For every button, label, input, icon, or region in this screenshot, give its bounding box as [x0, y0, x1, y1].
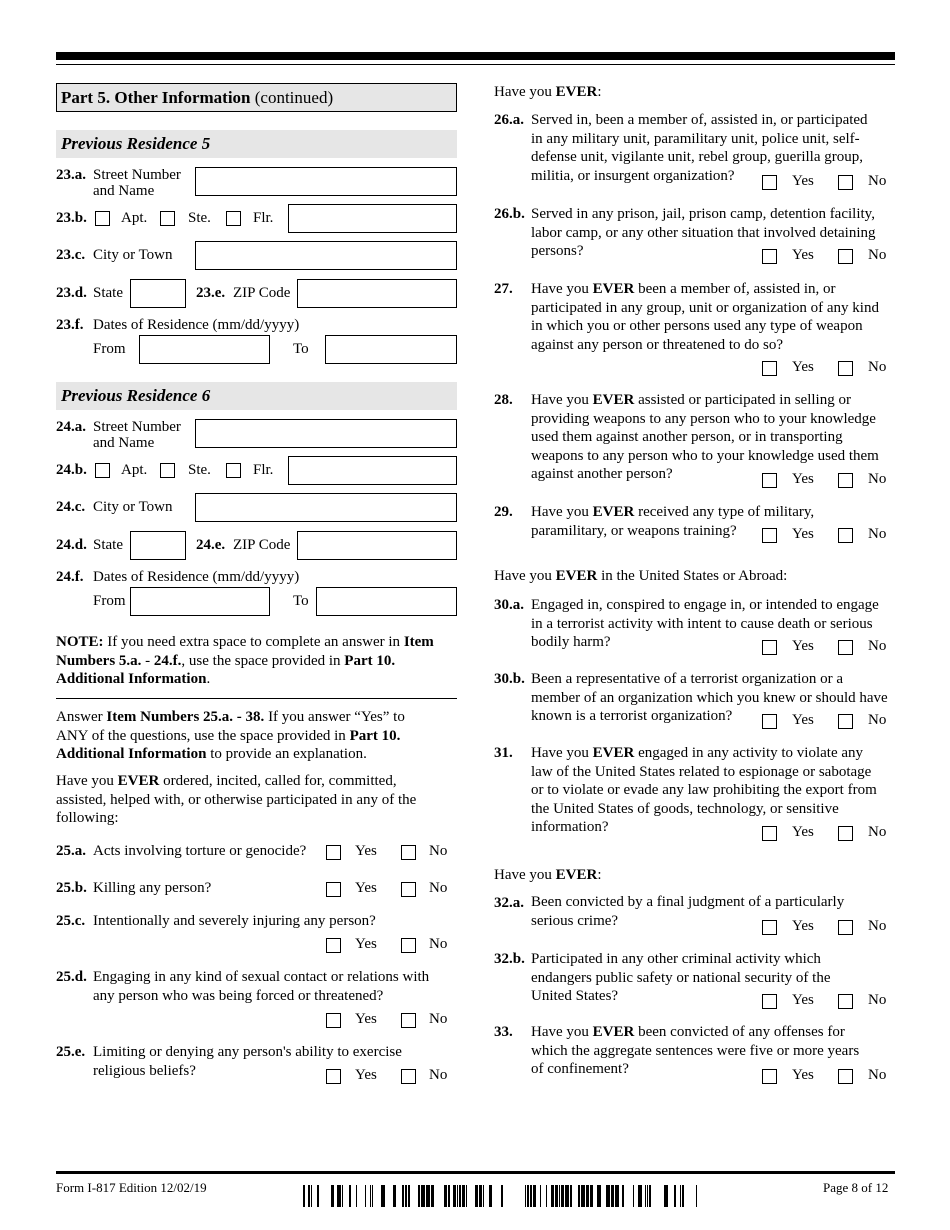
street-name-input[interactable] — [195, 167, 457, 196]
question-text: Been convicted by a final judgment of a particularly serious crime? — [531, 894, 845, 929]
item-number: 23.a. — [56, 167, 86, 183]
city-input[interactable] — [195, 241, 457, 270]
barcode-bar — [559, 1185, 560, 1207]
barcode-bar — [615, 1185, 619, 1207]
unit-number-input[interactable] — [288, 204, 457, 233]
barcode-bar — [483, 1185, 484, 1207]
barcode-bar — [431, 1185, 434, 1207]
question-number: 33. — [494, 1024, 513, 1040]
barcode-bar — [501, 1185, 503, 1207]
question-number: 26.b. — [494, 206, 525, 222]
from-date-input[interactable] — [139, 335, 270, 364]
no-checkbox[interactable] — [401, 1013, 416, 1028]
flr-checkbox[interactable] — [226, 211, 241, 226]
question-number: 31. — [494, 745, 513, 761]
yes-checkbox[interactable] — [762, 175, 777, 190]
yes-checkbox[interactable] — [326, 845, 341, 860]
yes-checkbox[interactable] — [326, 1069, 341, 1084]
barcode-bar — [527, 1185, 529, 1207]
barcode-bar — [489, 1185, 492, 1207]
city-input[interactable] — [195, 493, 457, 522]
item-number: 23.c. — [56, 247, 86, 263]
no-label: No — [429, 1011, 448, 1027]
question-number: 30.a. — [494, 597, 524, 613]
barcode-bar — [525, 1185, 526, 1207]
barcode-bar — [546, 1185, 547, 1207]
field-label: ZIP Code — [233, 285, 291, 301]
barcode-bar — [349, 1185, 351, 1207]
no-checkbox[interactable] — [838, 175, 853, 190]
question-number: 25.d. — [56, 969, 87, 985]
zip-input[interactable] — [297, 279, 457, 308]
no-checkbox[interactable] — [838, 361, 853, 376]
no-label: No — [868, 247, 887, 263]
barcode-bar — [622, 1185, 624, 1207]
yes-label: Yes — [792, 638, 814, 654]
field-label: State — [93, 285, 123, 301]
barcode-bar — [405, 1185, 407, 1207]
barcode-bar — [570, 1185, 572, 1207]
barcode-bar — [565, 1185, 569, 1207]
no-checkbox[interactable] — [838, 1069, 853, 1084]
ste-label: Ste. — [188, 462, 211, 478]
to-label: To — [293, 593, 309, 609]
question-text: Served in, been a member of, assisted in, or participated in any military unit, paramilitary unit, police unit, self- defense unit, vigilante unit, rebel group, guerilla group, militia, or insurgent organization? — [531, 112, 868, 184]
item-number: 24.b. — [56, 462, 87, 478]
yes-label: Yes — [355, 936, 377, 952]
yes-label: Yes — [355, 843, 377, 859]
note-paragraph: NOTE: If you need extra space to complete an answer in Item Numbers 5.a. - 24.f., use the space provided in Part 10. Additional Information. — [56, 634, 434, 687]
question-text: Engaging in any kind of sexual contact or relations with — [93, 969, 430, 985]
barcode-bar — [317, 1185, 319, 1207]
no-checkbox[interactable] — [838, 714, 853, 729]
have-you-ever-heading: Have you EVER in the United States or Abroad: — [494, 568, 788, 584]
barcode-bar — [581, 1185, 585, 1207]
flr-label: Flr. — [253, 462, 274, 478]
barcode-bar — [590, 1185, 593, 1207]
barcode-bar — [633, 1185, 634, 1207]
page-number: Page 8 of 12 — [823, 1180, 889, 1195]
no-checkbox[interactable] — [838, 473, 853, 488]
yes-label: Yes — [355, 1067, 377, 1083]
have-you-ever-heading: Have you EVER: — [494, 867, 602, 883]
ever-intro-paragraph: Have you EVER ordered, incited, called for, committed, assisted, helped with, or otherwise participated in any of the following: — [56, 773, 417, 826]
question-number: 32.a. — [494, 895, 524, 911]
section-divider — [56, 698, 457, 699]
part-header — [56, 83, 457, 112]
barcode-bar — [402, 1185, 404, 1207]
yes-label: Yes — [792, 526, 814, 542]
no-checkbox[interactable] — [838, 249, 853, 264]
question-text: Engaged in, conspired to engage in, or intended to engage in a terrorist activity with intent to cause death or serious bodily harm? — [531, 597, 879, 650]
question-text: Have you EVER been convicted of any offenses for which the aggregate sentences were five or more years of confinement? — [531, 1024, 860, 1077]
no-checkbox[interactable] — [838, 826, 853, 841]
question-text: Have you EVER been a member of, assisted in, or participated in any group, unit or organization of any kind in which you or other persons used any type of weapon against any person or threatened to do so? — [531, 281, 879, 353]
barcode-bar — [426, 1185, 430, 1207]
no-checkbox[interactable] — [401, 882, 416, 897]
question-text: any person who was being forced or threatened? — [93, 988, 384, 1004]
form-edition: Form I-817 Edition 12/02/19 — [56, 1180, 207, 1195]
barcode-bar — [680, 1185, 681, 1207]
yes-label: Yes — [355, 1011, 377, 1027]
no-label: No — [429, 843, 448, 859]
item-number: 23.d. — [56, 285, 87, 301]
barcode-bar — [530, 1185, 532, 1207]
question-number: 25.b. — [56, 880, 87, 896]
field-label: Dates of Residence (mm/dd/yyyy) — [93, 569, 300, 585]
barcode-bar — [647, 1185, 648, 1207]
no-label: No — [868, 1067, 887, 1083]
barcode-bar — [370, 1185, 371, 1207]
to-date-input[interactable] — [325, 335, 457, 364]
from-label: From — [93, 341, 126, 357]
no-label: No — [868, 712, 887, 728]
barcode-bar — [393, 1185, 396, 1207]
field-label: and Name — [93, 435, 155, 451]
yes-checkbox[interactable] — [326, 882, 341, 897]
barcode-bar — [540, 1185, 541, 1207]
yes-label: Yes — [792, 712, 814, 728]
barcode-bar — [331, 1185, 334, 1207]
field-label: Street Number — [93, 419, 181, 435]
field-label: State — [93, 537, 123, 553]
yes-checkbox[interactable] — [762, 826, 777, 841]
field-label: City or Town — [93, 499, 173, 515]
zip-input[interactable] — [297, 531, 457, 560]
yes-checkbox[interactable] — [762, 1069, 777, 1084]
yes-checkbox[interactable] — [762, 994, 777, 1009]
barcode-bar — [444, 1185, 447, 1207]
question-text: Have you EVER engaged in any activity to violate any law of the United States related to espionage or sabotage or to violate or evade any law prohibiting the export from the United States of goods, technology, or sensitive information? — [531, 745, 877, 835]
barcode-bar — [586, 1185, 589, 1207]
barcode-bar — [356, 1185, 357, 1207]
item-number: 24.e. — [196, 537, 226, 553]
yes-label: Yes — [792, 173, 814, 189]
barcode-bar — [418, 1185, 420, 1207]
question-number: 25.e. — [56, 1044, 86, 1060]
ste-checkbox[interactable] — [160, 211, 175, 226]
flr-label: Flr. — [253, 210, 274, 226]
yes-checkbox[interactable] — [326, 938, 341, 953]
barcode-bar — [342, 1185, 343, 1207]
yes-checkbox[interactable] — [762, 249, 777, 264]
barcode-bar — [638, 1185, 642, 1207]
no-label: No — [868, 359, 887, 375]
question-number: 26.a. — [494, 112, 524, 128]
apt-checkbox[interactable] — [95, 463, 110, 478]
yes-label: Yes — [355, 880, 377, 896]
no-label: No — [868, 638, 887, 654]
no-label: No — [429, 880, 448, 896]
barcode-bar — [448, 1185, 450, 1207]
instructions-paragraph: Answer Item Numbers 25.a. - 38. If you answer “Yes” to ANY of the questions, use the space provided in Part 10. Additional Information to provide an explanation. — [56, 709, 405, 762]
field-label: and Name — [93, 183, 155, 199]
no-checkbox[interactable] — [838, 640, 853, 655]
barcode-bar — [365, 1185, 366, 1207]
barcode-bar — [555, 1185, 558, 1207]
top-rule-thick — [56, 52, 895, 60]
barcode-image — [303, 1185, 707, 1207]
barcode-bar — [421, 1185, 425, 1207]
apt-label: Apt. — [121, 462, 148, 478]
from-label: From — [93, 593, 126, 609]
have-you-ever-heading: Have you EVER: — [494, 84, 602, 100]
question-text: Limiting or denying any person's ability to exercise — [93, 1044, 402, 1060]
yes-checkbox[interactable] — [762, 528, 777, 543]
barcode-bar — [606, 1185, 610, 1207]
no-label: No — [868, 992, 887, 1008]
yes-checkbox[interactable] — [762, 473, 777, 488]
no-label: No — [429, 936, 448, 952]
item-number: 23.f. — [56, 317, 84, 333]
flr-checkbox[interactable] — [226, 463, 241, 478]
top-rule-thin — [56, 64, 895, 65]
barcode-bar — [533, 1185, 536, 1207]
to-label: To — [293, 341, 309, 357]
yes-checkbox[interactable] — [762, 714, 777, 729]
no-checkbox[interactable] — [838, 920, 853, 935]
no-label: No — [868, 824, 887, 840]
yes-label: Yes — [792, 471, 814, 487]
barcode-bar — [381, 1185, 385, 1207]
no-label: No — [429, 1067, 448, 1083]
item-number: 23.b. — [56, 210, 87, 226]
barcode-bar — [303, 1185, 305, 1207]
question-number: 30.b. — [494, 671, 525, 687]
yes-checkbox[interactable] — [762, 361, 777, 376]
state-input[interactable] — [130, 531, 186, 560]
yes-label: Yes — [792, 247, 814, 263]
no-label: No — [868, 918, 887, 934]
item-number: 24.d. — [56, 537, 87, 553]
apt-label: Apt. — [121, 210, 148, 226]
no-label: No — [868, 526, 887, 542]
question-number: 29. — [494, 504, 513, 520]
field-label: ZIP Code — [233, 537, 291, 553]
barcode-bar — [597, 1185, 601, 1207]
from-date-input[interactable] — [130, 587, 270, 616]
yes-label: Yes — [792, 359, 814, 375]
item-number: 23.e. — [196, 285, 226, 301]
barcode-bar — [408, 1185, 410, 1207]
no-checkbox[interactable] — [838, 528, 853, 543]
question-text: Have you EVER received any type of military, paramilitary, or weapons training? — [531, 504, 815, 539]
barcode-bar — [611, 1185, 614, 1207]
barcode-bar — [578, 1185, 580, 1207]
state-input[interactable] — [130, 279, 186, 308]
footer-rule — [56, 1171, 895, 1174]
barcode-bar — [372, 1185, 373, 1207]
barcode-bar — [682, 1185, 684, 1207]
barcode-bar — [561, 1185, 564, 1207]
apt-checkbox[interactable] — [95, 211, 110, 226]
part-suffix: (continued) — [250, 88, 334, 107]
no-checkbox[interactable] — [401, 938, 416, 953]
barcode-bar — [466, 1185, 467, 1207]
section-header-residence-5: Previous Residence 5 — [56, 130, 457, 158]
no-label: No — [868, 471, 887, 487]
field-label: Dates of Residence (mm/dd/yyyy) — [93, 317, 300, 333]
barcode-bar — [308, 1185, 310, 1207]
ste-checkbox[interactable] — [160, 463, 175, 478]
part-title: Part 5. Other Information — [61, 88, 251, 107]
barcode-bar — [674, 1185, 676, 1207]
question-text: Acts involving torture or genocide? — [93, 843, 307, 859]
question-number: 27. — [494, 281, 513, 297]
no-checkbox[interactable] — [401, 845, 416, 860]
question-text: Killing any person? — [93, 880, 212, 896]
unit-number-input[interactable] — [288, 456, 457, 485]
question-number: 25.c. — [56, 913, 86, 929]
barcode-bar — [664, 1185, 668, 1207]
barcode-bar — [696, 1185, 697, 1207]
yes-checkbox[interactable] — [762, 920, 777, 935]
barcode-bar — [551, 1185, 554, 1207]
barcode-bar — [462, 1185, 465, 1207]
question-text: Participated in any other criminal activity which endangers public safety or national security of the United States? — [531, 951, 831, 1004]
yes-checkbox[interactable] — [326, 1013, 341, 1028]
item-number: 24.c. — [56, 499, 86, 515]
question-text: Been a representative of a terrorist organization or a member of an organization which you knew or should have known is a terrorist organization? — [531, 671, 888, 724]
ste-label: Ste. — [188, 210, 211, 226]
barcode-bar — [645, 1185, 646, 1207]
field-label: Street Number — [93, 167, 181, 183]
question-number: 32.b. — [494, 951, 525, 967]
question-text: religious beliefs? — [93, 1063, 196, 1079]
barcode-bar — [649, 1185, 651, 1207]
street-name-input[interactable] — [195, 419, 457, 448]
item-number: 24.f. — [56, 569, 84, 585]
yes-checkbox[interactable] — [762, 640, 777, 655]
barcode-bar — [475, 1185, 478, 1207]
no-checkbox[interactable] — [401, 1069, 416, 1084]
question-number: 25.a. — [56, 843, 86, 859]
barcode-bar — [457, 1185, 458, 1207]
section-header-residence-6: Previous Residence 6 — [56, 382, 457, 410]
yes-label: Yes — [792, 1067, 814, 1083]
yes-label: Yes — [792, 824, 814, 840]
barcode-bar — [453, 1185, 456, 1207]
no-checkbox[interactable] — [838, 994, 853, 1009]
question-number: 28. — [494, 392, 513, 408]
yes-label: Yes — [792, 918, 814, 934]
yes-label: Yes — [792, 992, 814, 1008]
field-label: City or Town — [93, 247, 173, 263]
to-date-input[interactable] — [316, 587, 457, 616]
question-text: Intentionally and severely injuring any person? — [93, 913, 376, 929]
no-label: No — [868, 173, 887, 189]
question-text: Served in any prison, jail, prison camp, detention facility, labor camp, or any other situation that involved detaining persons? — [531, 206, 876, 259]
barcode-bar — [459, 1185, 461, 1207]
item-number: 24.a. — [56, 419, 86, 435]
barcode-bar — [337, 1185, 341, 1207]
question-text: Have you EVER assisted or participated in selling or providing weapons to any person who to your knowledge used them against another person, or in transporting weapons to any person who to your knowledge used them against another person? — [531, 392, 879, 482]
barcode-bar — [479, 1185, 482, 1207]
barcode-bar — [311, 1185, 312, 1207]
